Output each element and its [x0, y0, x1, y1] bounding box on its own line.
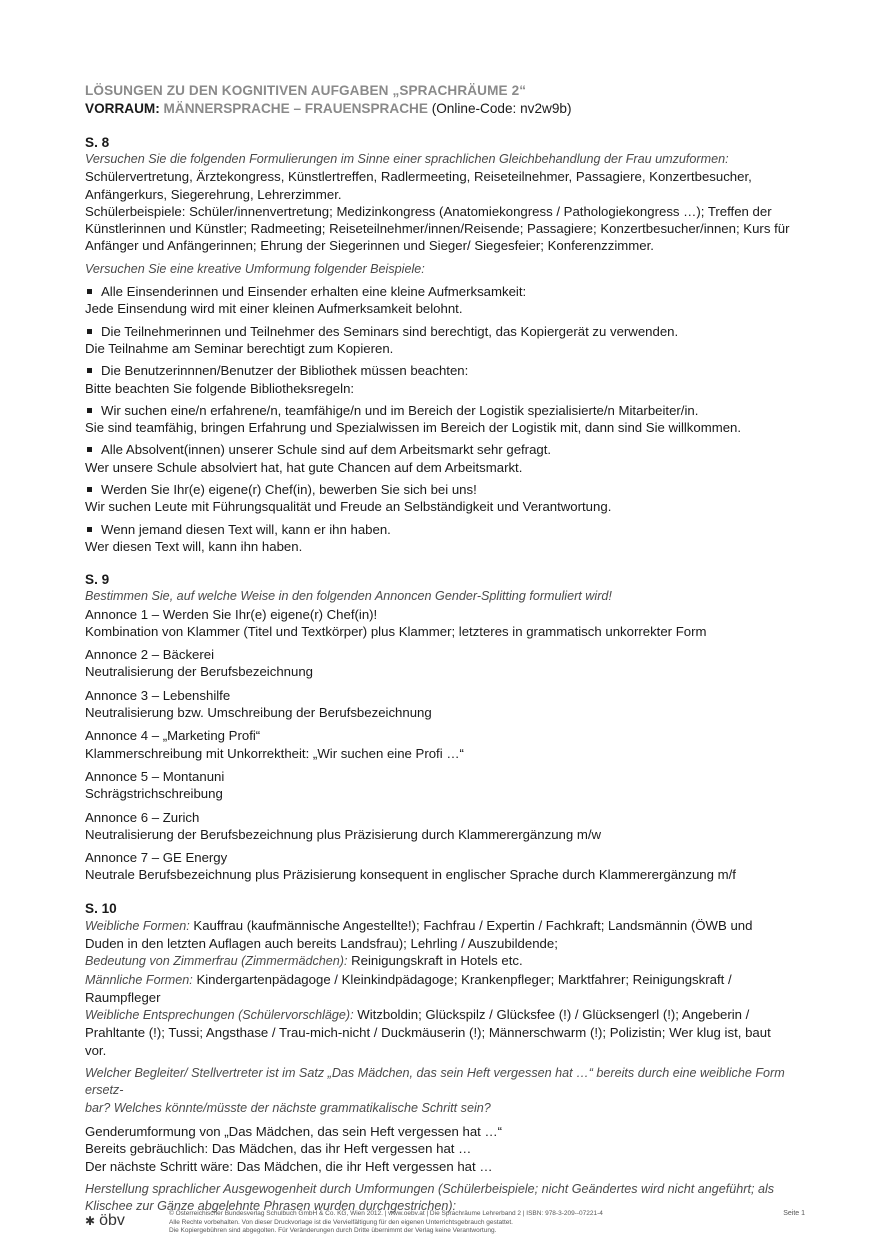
- bullet-square-icon: [87, 527, 92, 532]
- paragraph: [85, 971, 807, 989]
- list-item-answer: Wer diesen Text will, kann ihn haben.: [85, 538, 303, 554]
- task-text: Bestimmen Sie, auf welche Weise in den folgenden Annoncen Gender-Splitting formuliert wird!: [85, 589, 612, 604]
- paragraph: Der nächste Schritt wäre: Das Mädchen, die ihr Heft vergessen hat …: [85, 1158, 493, 1174]
- list-item-answer: Bitte beachten Sie folgende Bibliotheksregeln:: [85, 380, 355, 396]
- annonce-title: Annonce 1 – Werden Sie Ihr(e) eigene(r) Chef(in)!: [85, 606, 378, 622]
- task-text: Versuchen Sie eine kreative Umformung folgender Beispiele:: [85, 261, 425, 276]
- annonce-title: Annonce 4 – „Marketing Profi“: [85, 728, 261, 744]
- publisher-logo: [85, 1212, 125, 1230]
- inline-text: Witzboldin; Glückspilz / Glücksfee (!) / Glücksengerl (!); Angeberin /: [353, 1007, 750, 1023]
- section-heading-s10: S. 10: [85, 900, 117, 916]
- annonce-answer: Kombination von Klammer (Titel und Textkörper) plus Klammer; letzteres in grammatisch unkorrekter Form: [85, 623, 707, 639]
- task-text: Versuchen Sie die folgenden Formulierungen im Sinne einer sprachlichen Gleichbehandlung der Frau umzuformen:: [85, 152, 729, 166]
- list-item: [85, 283, 807, 300]
- star-icon: ✱: [85, 1214, 96, 1228]
- page-footer: [85, 1210, 807, 1246]
- inline-text: Kauffrau (kaufmännische Angestellte!); Fachfrau / Expertin / Fachkraft; Landsmännin (ÖWB und: [189, 917, 753, 933]
- annonce-title: Annonce 7 – GE Energy: [85, 850, 228, 866]
- bullet-square-icon: [87, 487, 92, 492]
- annonce-answer: Neutralisierung der Berufsbezeichnung: [85, 664, 313, 680]
- annonce-answer: Neutralisierung bzw. Umschreibung der Berufsbezeichnung: [85, 705, 432, 721]
- paragraph: Anfänger und Anfängerinnen; Ehrung der Siegerinnen und Sieger/ Siegesfeier; Konferenzzimmer.: [85, 238, 654, 254]
- document-page: [85, 82, 807, 1215]
- inline-label: Bedeutung von Zimmerfrau (Zimmermädchen):: [85, 954, 348, 969]
- annonce-answer: Neutrale Berufsbezeichnung plus Präzisierung konsequent in englischer Sprache durch Klammerergänzung m/f: [85, 867, 736, 883]
- task-text: Klischee zur Gänze abgelehnte Phrasen wurden durchgestrichen):: [85, 1199, 457, 1214]
- bullet-square-icon: [87, 289, 92, 294]
- task-text: bar? Welches könnte/müsste der nächste grammatikalische Schritt sein?: [85, 1100, 491, 1115]
- annonce-answer: Klammerschreibung mit Unkorrektheit: „Wir suchen eine Profi …“: [85, 745, 464, 761]
- paragraph: [85, 1006, 807, 1024]
- inline-text: Reinigungskraft in Hotels etc.: [347, 953, 523, 969]
- subtitle-label: VORRAUM:: [85, 101, 160, 116]
- paragraph: Prahltante (!); Tussi; Angsthase / Trau-mich-nicht / Duckmäuserin (!); Männerschwarm (!); Polizistin; Wer klug ist, baut: [85, 1025, 771, 1041]
- page-subtitle: [85, 100, 807, 118]
- paragraph: Duden in den letzten Auflagen auch bereits Landsfrau); Lehrling / Auszubildende;: [85, 935, 558, 951]
- page-title: LÖSUNGEN ZU DEN KOGNITIVEN AUFGABEN „SPRACHRÄUME 2“: [85, 83, 527, 98]
- list-item-text: Werden Sie Ihr(e) eigene(r) Chef(in), bewerben Sie sich bei uns!: [101, 482, 477, 498]
- paragraph: Genderumformung von „Das Mädchen, das sein Heft vergessen hat …“: [85, 1123, 503, 1139]
- list-item-answer: Jede Einsendung wird mit einer kleinen Aufmerksamkeit belohnt.: [85, 301, 463, 317]
- section-heading-s9: S. 9: [85, 572, 110, 588]
- annonce-answer: Schrägstrichschreibung: [85, 786, 223, 802]
- annonce-answer: Neutralisierung der Berufsbezeichnung plus Präzisierung durch Klammerergänzung m/w: [85, 826, 602, 842]
- footer-line: Die Kopiergebühren sind abgegolten. Für Veränderungen durch Dritte übernimmt der Verlag keine Verantwortung.: [169, 1227, 497, 1234]
- annonce-title: Annonce 6 – Zurich: [85, 809, 200, 825]
- list-item-answer: Sie sind teamfähig, bringen Erfahrung und Spezialwissen im Bereich der Logistik mit, dann sind Sie willkommen.: [85, 420, 742, 436]
- task-text: Herstellung sprachlicher Ausgewogenheit durch Umformungen (Schülerbeispiele; nicht Geändertes wird nicht angeführt; als: [85, 1181, 775, 1196]
- list-item-text: Wir suchen eine/n erfahrene/n, teamfähige/n und im Bereich der Logistik spezialisierte/n Mitarbeiter/in.: [101, 402, 699, 418]
- paragraph: Schülervertretung, Ärztekongress, Künstlertreffen, Radlermeeting, Reiseteilnehmer, Passagiere, Konzertbesucher,: [85, 169, 752, 185]
- list-item: [85, 362, 807, 379]
- online-code: (Online-Code: nv2w9b): [431, 101, 572, 116]
- task-text: Welcher Begleiter/ Stellvertreter ist im Satz „Das Mädchen, das sein Heft vergessen hat …“ bereits durch eine weibliche Form ersetz-: [85, 1066, 785, 1098]
- list-item-text: Alle Einsenderinnen und Einsender erhalten eine kleine Aufmerksamkeit:: [101, 284, 527, 300]
- section-heading-s8: S. 8: [85, 135, 110, 150]
- bullet-square-icon: [87, 329, 92, 334]
- inline-label: Weibliche Formen:: [85, 918, 190, 933]
- annonce-title: Annonce 3 – Lebenshilfe: [85, 687, 231, 703]
- bullet-square-icon: [87, 368, 92, 373]
- footer-line: Alle Rechte vorbehalten. Von dieser Druckvorlage ist die Vervielfältigung für den eigenen Unterrichtsgebrauch gestattet.: [169, 1218, 513, 1226]
- paragraph: Bereits gebräuchlich: Das Mädchen, das ihr Heft vergessen hat …: [85, 1141, 472, 1157]
- inline-label: Männliche Formen:: [85, 972, 193, 987]
- list-item: [85, 441, 807, 458]
- paragraph: [85, 917, 807, 935]
- annonce-title: Annonce 2 – Bäckerei: [85, 647, 215, 663]
- annonce-title: Annonce 5 – Montanuni: [85, 768, 225, 784]
- footer-line: © Österreichischer Bundesverlag Schulbuch GmbH & Co. KG, Wien 2012. | www.oebv.at | Die Sprachräume Lehrerband 2 | ISBN: 978-3-209--07221-4: [169, 1210, 603, 1217]
- logo-text: öbv: [99, 1212, 125, 1229]
- subtitle-topic: MÄNNERSPRACHE – FRAUENSPRACHE: [163, 101, 428, 116]
- inline-text: Kindergartenpädagoge / Kleinkindpädagoge; Krankenpfleger; Marktfahrer; Reinigungskraft /: [192, 971, 732, 987]
- list-item: [85, 521, 807, 538]
- list-item-text: Wenn jemand diesen Text will, kann er ihn haben.: [101, 521, 391, 537]
- list-item-text: Alle Absolvent(innen) unserer Schule sind auf dem Arbeitsmarkt sehr gefragt.: [101, 442, 552, 458]
- list-item-text: Die Teilnehmerinnen und Teilnehmer des Seminars sind berechtigt, das Kopiergerät zu verwenden.: [101, 323, 679, 339]
- paragraph: Anfängerkurs, Siegerehrung, Lehrerzimmer.: [85, 186, 342, 202]
- list-item-answer: Die Teilnahme am Seminar berechtigt zum Kopieren.: [85, 340, 394, 356]
- inline-label: Weibliche Entsprechungen (Schülervorschläge):: [85, 1008, 354, 1023]
- list-item: [85, 323, 807, 340]
- list-item-answer: Wer unsere Schule absolviert hat, hat gute Chancen auf dem Arbeitsmarkt.: [85, 459, 523, 475]
- paragraph: [85, 952, 807, 970]
- page-number: Seite 1: [783, 1210, 805, 1217]
- list-item-answer: Wir suchen Leute mit Führungsqualität und Freude an Selbständigkeit und Verantwortung.: [85, 499, 612, 515]
- copyright-notice: [169, 1210, 689, 1236]
- list-item: [85, 402, 807, 419]
- paragraph: Raumpfleger: [85, 989, 161, 1005]
- bullet-square-icon: [87, 447, 92, 452]
- paragraph: Künstlerinnen und Künstler; Radmeeting; Reiseteilnehmer/innen/Reisende; Passagiere; Konzertbesucher/innen; Kurs für: [85, 221, 790, 237]
- bullet-square-icon: [87, 408, 92, 413]
- paragraph: vor.: [85, 1042, 107, 1058]
- list-item: [85, 481, 807, 498]
- paragraph: Schülerbeispiele: Schüler/innenvertretung; Medizinkongress (Anatomiekongress / Pathologiekongress …); Treffen der: [85, 203, 772, 219]
- list-item-text: Die Benutzerinnnen/Benutzer der Bibliothek müssen beachten:: [101, 363, 469, 379]
